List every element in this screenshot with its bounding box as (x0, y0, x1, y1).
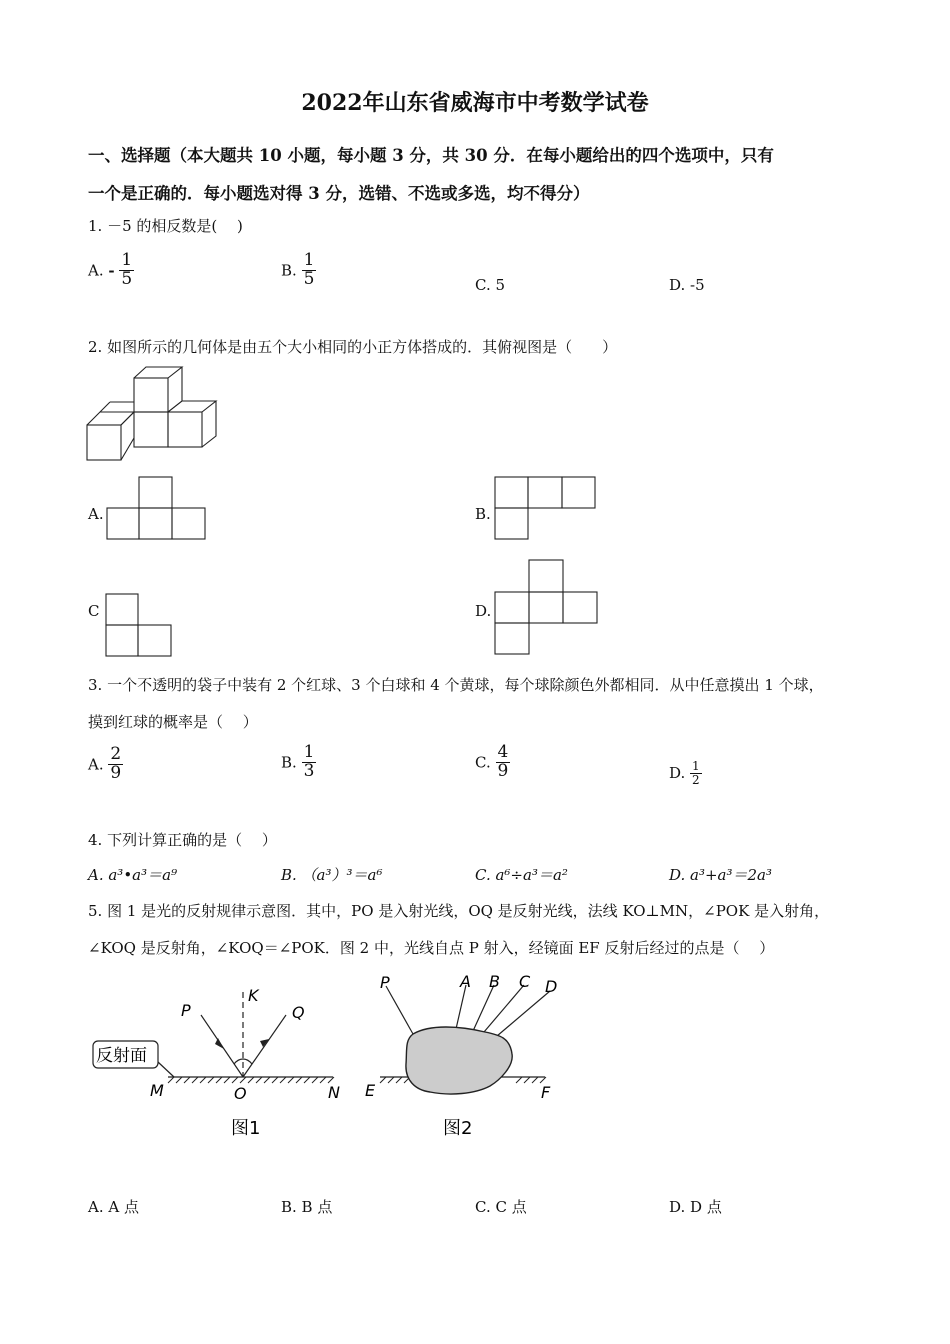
q2-solid-figure (86, 366, 220, 464)
q4-option-d: D. a³+a³＝2a³ (669, 866, 773, 884)
q1-b-fraction (302, 252, 317, 289)
fig1-caption: 图1 (231, 1118, 261, 1139)
q3-a-den: 9 (110, 762, 122, 783)
q3-b-num: 1 (303, 742, 315, 762)
q3-option-b (281, 744, 316, 781)
fig2-label-p: P (380, 973, 390, 992)
q1-option-c: C. 5 (475, 276, 506, 294)
fig2-caption: 图2 (443, 1118, 473, 1139)
q1-a-num: 1 (121, 250, 133, 270)
q1-stem: 1. －5 的相反数是( ) (88, 217, 243, 235)
q3-a-num: 2 (110, 744, 122, 764)
q3-c-label: C. (475, 753, 491, 772)
q2-option-c-label: C (88, 602, 100, 620)
q1-a-den: 5 (121, 268, 133, 289)
q3-c-fraction (496, 744, 511, 781)
fig2-label-f: F (541, 1083, 551, 1102)
page-title: 2022年山东省威海市中考数学试卷 (301, 90, 649, 116)
q1-a-label: A. (88, 261, 104, 280)
q5-stem-line2: ∠KOQ 是反射角，∠KOQ＝∠POK．图 2 中，光线自点 P 射入，经镜面 EF 反射后经过的点是（ ） (88, 939, 775, 957)
q4-option-b: B. （a³）³＝a⁶ (281, 866, 383, 884)
q1-option-a (88, 252, 134, 289)
q5-option-c: C. C 点 (475, 1198, 527, 1216)
fig2-label-d: D (545, 977, 558, 996)
q2-option-c-figure (105, 593, 173, 657)
q2-option-b-figure (494, 476, 598, 540)
q3-c-num: 4 (497, 742, 509, 762)
fig1-label-p: P (181, 1001, 191, 1020)
q3-b-den: 3 (303, 760, 315, 781)
fig2-label-a: A (460, 972, 471, 991)
q1-b-label: B. (281, 261, 297, 280)
q5-figure-2 (360, 968, 570, 1143)
fig1-label-o: O (234, 1084, 247, 1103)
q5-option-d: D. D 点 (669, 1198, 722, 1216)
q3-stem-line2: 摸到红球的概率是（ ） (88, 713, 258, 731)
q3-d-num: 1 (692, 759, 700, 773)
q1-option-d: D. -5 (669, 276, 705, 294)
fig1-label-n: N (328, 1083, 340, 1102)
q3-d-label: D. (669, 764, 686, 783)
q2-option-d-figure (494, 559, 600, 655)
q4-option-a: A. a³•a³＝a⁹ (88, 866, 178, 884)
q2-option-a-figure (106, 476, 208, 540)
q3-a-fraction (108, 746, 123, 783)
fig1-label-q: Q (292, 1003, 305, 1022)
q3-a-label: A. (88, 755, 104, 774)
q2-option-a-label: A. (88, 505, 104, 523)
q3-option-a (88, 746, 123, 783)
q2-option-b-label: B. (475, 505, 491, 523)
q1-option-b (281, 252, 316, 289)
q3-option-c (475, 744, 510, 781)
q5-stem-line1: 5. 图 1 是光的反射规律示意图．其中，PO 是入射光线，OQ 是反射光线，法线 KO⊥MN，∠POK 是入射角， (88, 902, 830, 920)
fig1-label-k: K (248, 986, 259, 1005)
fig2-label-e: E (365, 1081, 376, 1100)
q3-c-den: 9 (497, 760, 509, 781)
fig1-callout: 反射面 (96, 1046, 147, 1066)
q5-option-b: B. B 点 (281, 1198, 333, 1216)
q2-option-d-label: D. (475, 602, 492, 620)
q5-figure-1 (88, 982, 348, 1142)
q3-b-label: B. (281, 753, 297, 772)
q2-stem: 2. 如图所示的几何体是由五个大小相同的小正方体搭成的．其俯视图是（ ） (88, 338, 618, 356)
q3-option-d (669, 760, 702, 786)
q5-option-a: A. A 点 (88, 1198, 139, 1216)
q3-d-den: 2 (692, 772, 700, 787)
fig2-label-b: B (489, 972, 500, 991)
section-heading-line2: 一个是正确的．每小题选对得 3 分，选错、不选或多选，均不得分） (88, 184, 590, 203)
q1-a-sign: - (108, 261, 115, 280)
q3-stem-line1: 3. 一个不透明的袋子中装有 2 个红球、3 个白球和 4 个黄球，每个球除颜色外都相同．从中任意摸出 1 个球， (88, 676, 824, 694)
q4-option-c: C. a⁶÷a³＝a² (475, 866, 568, 884)
q3-b-fraction (302, 744, 317, 781)
fig1-label-m: M (150, 1081, 164, 1100)
q4-stem: 4. 下列计算正确的是（ ） (88, 831, 277, 849)
q3-d-fraction (690, 760, 702, 786)
q1-a-fraction (119, 252, 134, 289)
section-heading-line1: 一、选择题（本大题共 10 小题，每小题 3 分，共 30 分．在每小题给出的四个选项中，只有 (88, 146, 774, 165)
fig2-label-c: C (519, 972, 531, 991)
q1-b-num: 1 (303, 250, 315, 270)
q1-b-den: 5 (303, 268, 315, 289)
